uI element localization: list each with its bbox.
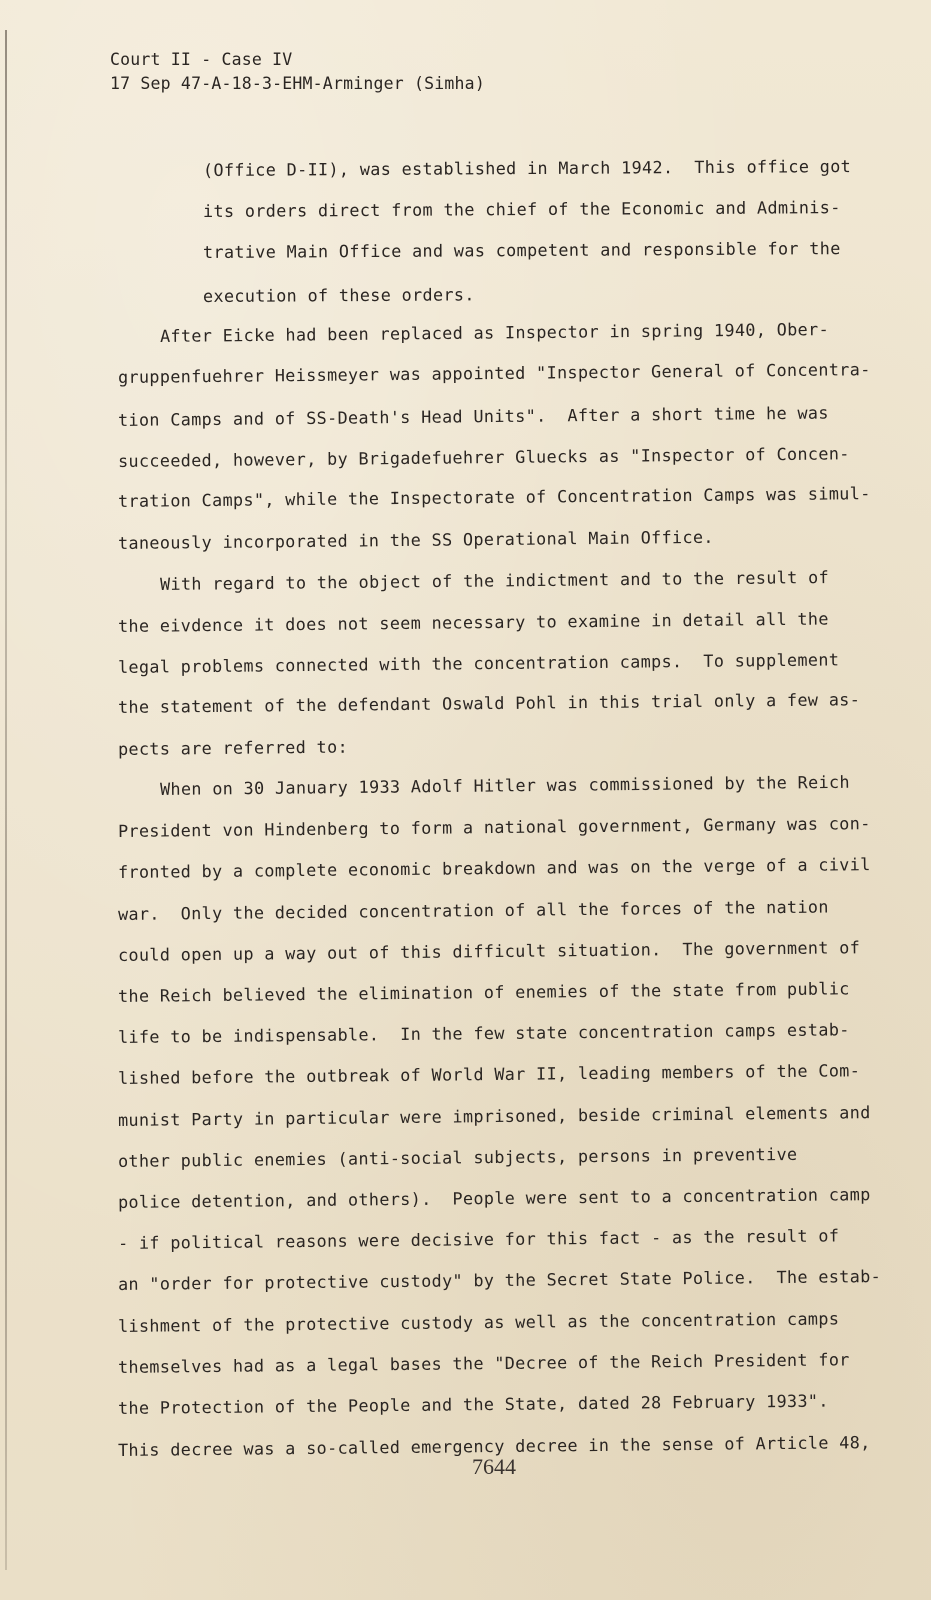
- body-line: This decree was a so-called emergency decree in the sense of Article 48,: [117, 1432, 871, 1460]
- header-case-line: Court II - Case IV: [110, 50, 293, 69]
- body-line: tration Camps", while the Inspectorate of Concentration Camps was simul-: [117, 483, 871, 511]
- body-line: the Reich believed the elimination of enemies of the state from public: [117, 978, 850, 1006]
- body-line: gruppenfuehrer Heissmeyer was appointed "Inspector General of Concentra-: [117, 359, 871, 387]
- body-line: (Office D-II), was established in March 1942. This office got: [202, 156, 852, 180]
- body-line: its orders direct from the chief of the Economic and Adminis-: [202, 197, 841, 221]
- body-line: lishment of the protective custody as well as the concentration camps: [117, 1308, 840, 1336]
- body-line: With regard to the object of the indictment and to the result of: [159, 566, 830, 594]
- body-line: lished before the outbreak of World War II, leading members of the Com-: [117, 1060, 861, 1088]
- body-line: other public enemies (anti-social subjects, persons in preventive: [117, 1143, 798, 1171]
- body-line: trative Main Office and was competent and responsible for the: [202, 238, 841, 262]
- body-line: legal problems connected with the concentration camps. To supplement: [117, 649, 840, 677]
- body-line: tion Camps and of SS-Death's Head Units". After a short time he was: [117, 402, 829, 430]
- body-line: the statement of the defendant Oswald Pohl in this trial only a few as-: [117, 689, 861, 717]
- body-line: life to be indispensable. In the few state concentration camps estab-: [117, 1019, 850, 1047]
- body-line: President von Hindenberg to form a national government, Germany was con-: [117, 813, 871, 841]
- body-line: execution of these orders.: [202, 284, 475, 306]
- body-line: the eivdence it does not seem necessary to examine in detail all the: [117, 608, 829, 636]
- header-date-code-line: 17 Sep 47-A-18-3-EHM-Arminger (Simha): [110, 74, 485, 93]
- body-line: munist Party in particular were imprisoned, beside criminal elements and: [117, 1102, 871, 1130]
- body-line: taneously incorporated in the SS Operational Main Office.: [117, 526, 714, 553]
- body-line: the Protection of the People and the State, dated 28 February 1933".: [117, 1390, 829, 1418]
- body-line: When on 30 January 1933 Adolf Hitler was commissioned by the Reich: [159, 771, 850, 799]
- body-line: After Eicke had been replaced as Inspector in spring 1940, Ober-: [159, 318, 830, 346]
- body-line: could open up a way out of this difficult situation. The government of: [117, 937, 861, 965]
- body-line: pects are referred to:: [117, 736, 349, 759]
- body-line: themselves had as a legal bases the "Decree of the Reich President for: [117, 1349, 850, 1377]
- body-line: fronted by a complete economic breakdown and was on the verge of a civil: [117, 854, 871, 882]
- body-line: an "order for protective custody" by the Secret State Police. The estab-: [117, 1266, 882, 1294]
- page-number: 7644: [472, 1454, 516, 1479]
- body-line: succeeded, however, by Brigadefuehrer Gluecks as "Inspector of Concen-: [117, 443, 850, 471]
- body-line: war. Only the decided concentration of all the forces of the nation: [117, 896, 829, 924]
- body-line: - if political reasons were decisive for this fact - as the result of: [117, 1225, 840, 1253]
- body-line: police detention, and others). People were sent to a concentration camp: [117, 1184, 871, 1212]
